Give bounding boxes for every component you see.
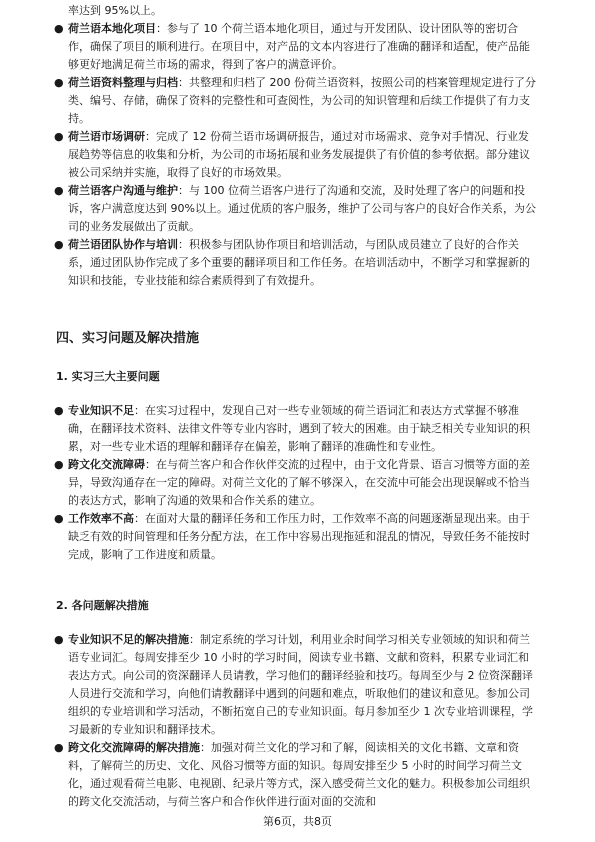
bullet-icon: ● <box>54 404 64 417</box>
list-item: ● 荷兰语团队协作与培训：积极参与团队协作项目和培训活动，与团队成员建立了良好的合作关系，通过团队协作完成了多个重要的翻译项目和工作任务。在培训活动中，不断学习和掌握新的知识和技能，专业技能和综合素质得到了有效提升。 <box>54 238 530 287</box>
list-item: ● 荷兰语资料整理与归档：共整理和归档了 200 份荷兰语资料，按照公司的档案管理规定进行了分类、编号、存储，确保了资料的完整性和可查阅性，为公司的知识管理和后续工作提供了有力支持。 <box>54 76 536 125</box>
page-number: 第6页，共8页 <box>263 815 332 828</box>
list-item: ● 跨文化交流障碍：在与荷兰客户和合作伙伴交流的过程中，由于文化背景、语言习惯等方面的差异，导致沟通存在一定的障碍。对荷兰文化的了解不够深入，在交流中可能会出现误解或不恰当的表达方式，影响了沟通的效果和合作关系的建立。 <box>54 458 530 507</box>
list-item: ● 专业知识不足的解决措施：制定系统的学习计划，利用业余时间学习相关专业领域的知识和荷兰语专业词汇。每周安排至少 10 小时的学习时间，阅读专业书籍、文献和资料，积累专业词汇和表达方式。向公司的资深翻译人员请教，学习他们的翻译经验和技巧。每周至少与 2 位资深翻译人员进行交流和学习，向他们请教翻译中遇到的问题和难点，听取他们的建议和意见。参加公司组织的专业培训和学习活动，不断拓宽自己的专业知识面。每月参加至少 1 次专业培训课程，学习最新的专业知识和翻译技术。 <box>54 633 533 736</box>
list-item: ● 荷兰语本地化项目：参与了 10 个荷兰语本地化项目，通过与开发团队、设计团队等的密切合作，确保了项目的顺利进行。在项目中，对产品的文本内容进行了准确的翻译和适配，使产品能够更好地满足荷兰市场的需求，得到了客户的满意评价。 <box>54 22 530 71</box>
list-item: ● 专业知识不足：在实习过程中，发现自己对一些专业领域的荷兰语词汇和表达方式掌握不够准确，在翻译技术资料、法律文件等专业内容时，遇到了较大的困难。由于缺乏相关专业知识的积累，对一些专业术语的理解和翻译存在偏差，影响了翻译的准确性和专业性。 <box>54 404 530 453</box>
bullet-icon: ● <box>54 22 64 35</box>
list-item: ● 跨文化交流障碍的解决措施：加强对荷兰文化的学习和了解，阅读相关的文化书籍、文章和资料，了解荷兰的历史、文化、风俗习惯等方面的知识。每周安排至少 5 小时的时间学习荷兰文化，通过观看荷兰电影、电视剧、纪录片等方式，深入感受荷兰文化的魅力。积极参加公司组织的跨文化交流活动，与荷兰客户和合作伙伴进行面对面的交流和 <box>54 741 530 808</box>
list-item: ● 荷兰语市场调研：完成了 12 份荷兰语市场调研报告，通过对市场需求、竞争对手情况、行业发展趋势等信息的收集和分析，为公司的市场拓展和业务发展提供了有价值的参考依据。部分建议被公司采纳并实施，取得了良好的市场效果。 <box>54 130 530 179</box>
subsection-heading-solutions: 2. 各问题解决措施 <box>56 599 149 612</box>
bullet-icon: ● <box>54 184 64 197</box>
continued-text: 率达到 95%以上。 <box>68 4 162 17</box>
bullet-icon: ● <box>54 130 64 143</box>
list-item: ● 荷兰语客户沟通与维护：与 100 位荷兰语客户进行了沟通和交流，及时处理了客户的问题和投诉，客户满意度达到 90%以上。通过优质的客户服务，维护了公司与客户的良好合作关系，为公司的业务发展做出了贡献。 <box>54 184 536 233</box>
achievement-list <box>54 20 538 290</box>
bullet-icon: ● <box>54 238 64 251</box>
bullet-icon: ● <box>54 741 64 754</box>
section-heading: 四、实习问题及解决措施 <box>56 331 200 346</box>
problem-list <box>54 402 538 564</box>
bullet-icon: ● <box>54 458 64 471</box>
bullet-icon: ● <box>54 633 64 646</box>
list-item: ● 工作效率不高：在面对大量的翻译任务和工作压力时，工作效率不高的问题逐渐显现出来。由于缺乏有效的时间管理和任务分配方法，在工作中容易出现拖延和混乱的情况，导致任务不能按时完成，影响了工作进度和质量。 <box>54 512 530 561</box>
bullet-icon: ● <box>54 512 64 525</box>
bullet-icon: ● <box>54 76 64 89</box>
subsection-heading-problems: 1. 实习三大主要问题 <box>56 370 160 383</box>
solution-list <box>54 631 538 811</box>
